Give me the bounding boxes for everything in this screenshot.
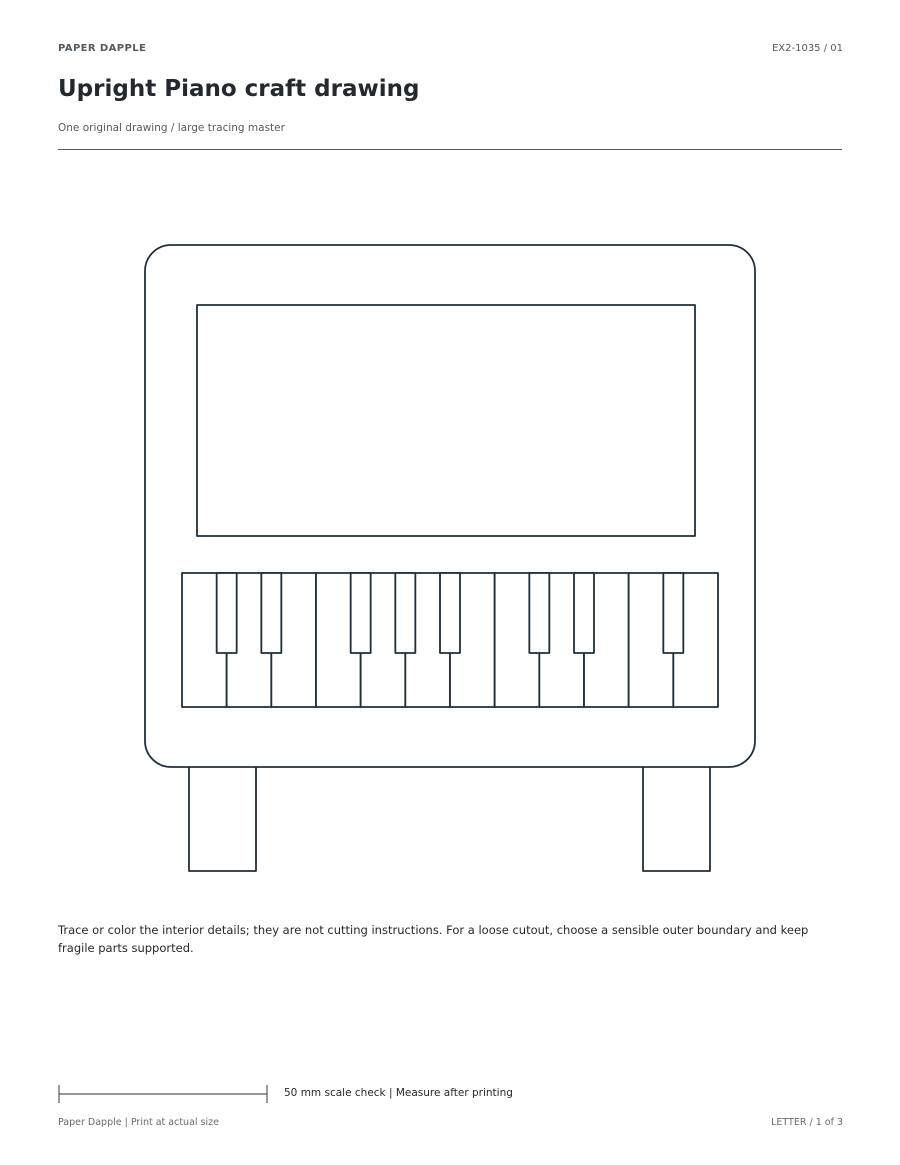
piano-music-panel (197, 305, 695, 536)
piano-black-key (261, 573, 281, 653)
piano-black-key (440, 573, 460, 653)
piano-black-key (529, 573, 549, 653)
piano-black-key (574, 573, 594, 653)
piano-leg-right (643, 766, 710, 871)
page-subtitle: One original drawing / large tracing master (58, 122, 285, 134)
piano-black-key (351, 573, 371, 653)
footer-page-info: LETTER / 1 of 3 (771, 1117, 843, 1128)
piano-keyboard (182, 573, 718, 707)
piano-black-key (395, 573, 415, 653)
brand-name: PAPER DAPPLE (58, 43, 147, 54)
piano-leg-left (189, 766, 256, 871)
scale-bar (58, 1084, 268, 1104)
piano-black-key (217, 573, 237, 653)
scale-label: 50 mm scale check | Measure after printing (284, 1087, 513, 1099)
footer-left: Paper Dapple | Print at actual size (58, 1117, 219, 1128)
page-title: Upright Piano craft drawing (58, 76, 420, 102)
document-code: EX2-1035 / 01 (771, 43, 843, 54)
instructions-text: Trace or color the interior details; they are not cutting instructions. For a loose cutout, choose a sensible outer boundary and keep fragile parts supported. (58, 923, 809, 955)
piano-black-key (663, 573, 683, 653)
